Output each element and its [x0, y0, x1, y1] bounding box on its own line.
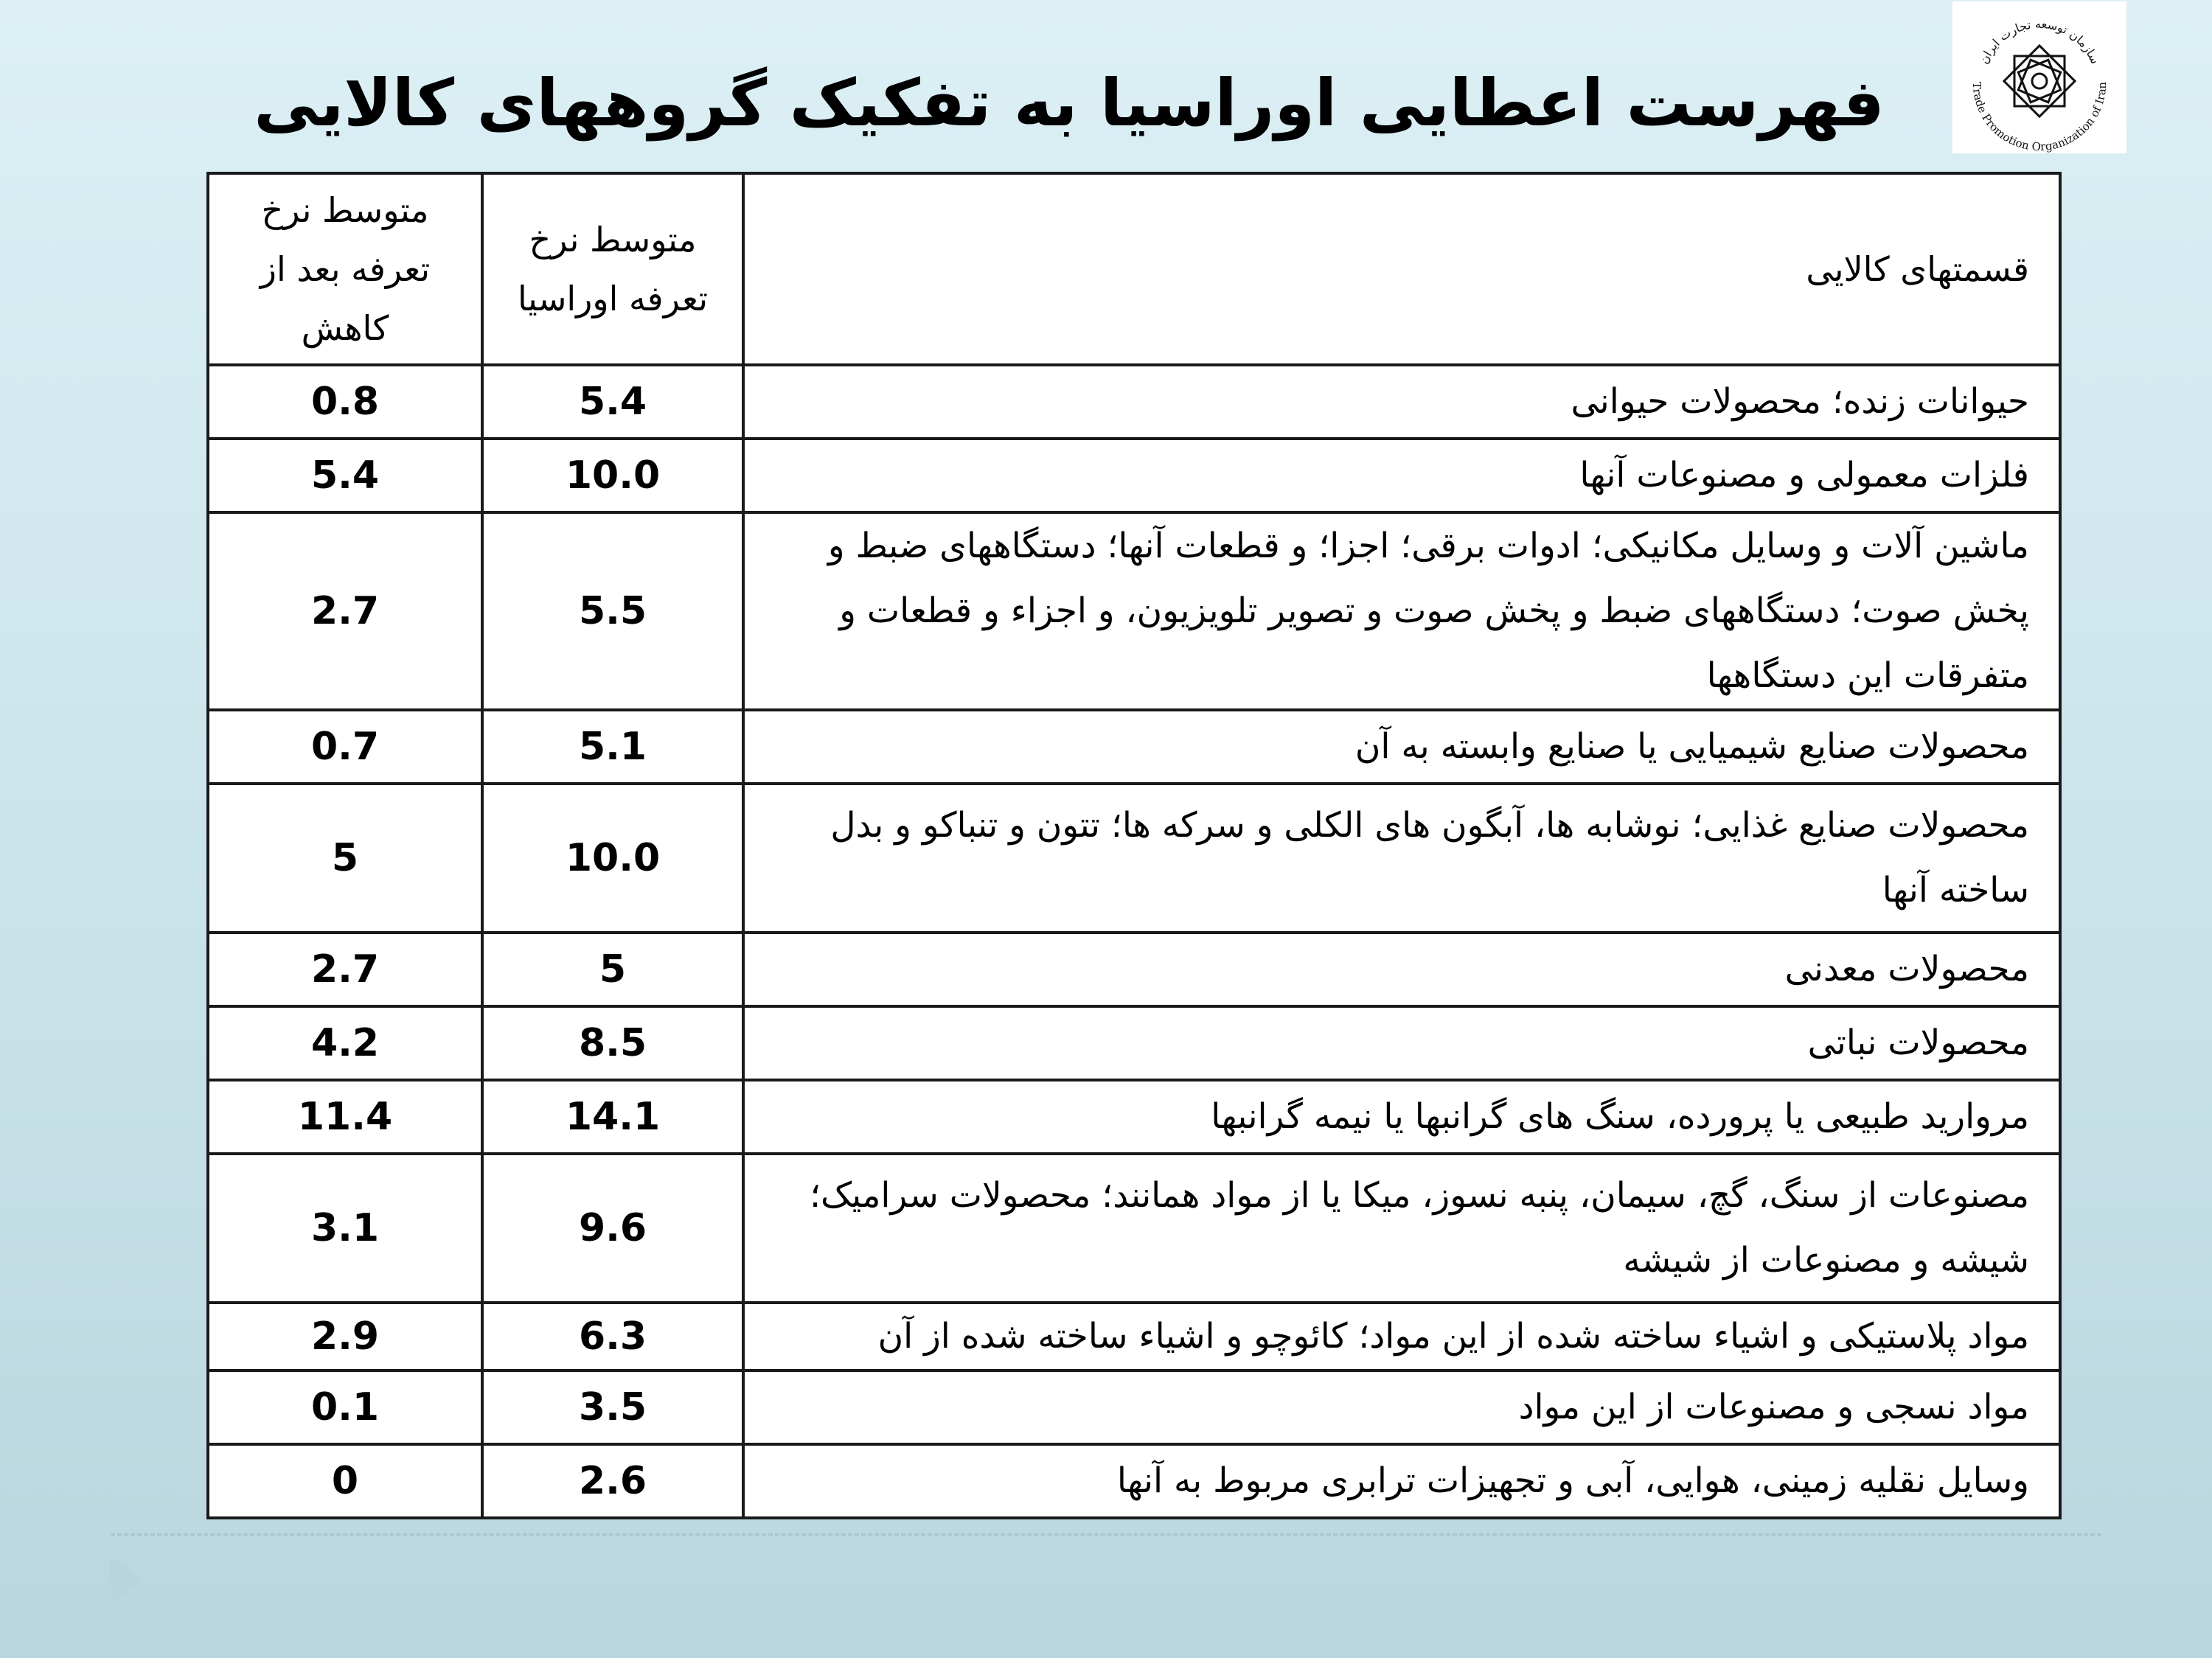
row-reduced-tariff: 5 [208, 784, 482, 933]
play-triangle-icon [111, 1557, 143, 1604]
row-description: محصولات نباتی [743, 1006, 2060, 1080]
row-avg-tariff: 2.6 [482, 1444, 743, 1518]
header-avg-tariff: متوسط نرخ تعرفه اوراسیا [482, 173, 743, 365]
row-avg-tariff: 9.6 [482, 1154, 743, 1303]
row-description: مروارید طبیعی یا پرورده، سنگ های گرانبها یا نیمه گرانبها [743, 1080, 2060, 1154]
table-row [208, 1006, 2060, 1080]
row-description: ماشین آلات و وسایل مکانیکی؛ ادوات برقی؛ اجزا؛ و قطعات آنها؛ دستگاههای ضبط و پخش صوت؛ دستگاههای ضبط و پخش صوت و تصویر تلویزیون، و اجزاء و قطعات و متفرقات این دستگاهها [743, 512, 2060, 710]
table-row [208, 365, 2060, 439]
row-avg-tariff: 14.1 [482, 1080, 743, 1154]
header-description: قسمتهای کالایی [743, 173, 2060, 365]
row-description: حیوانات زنده؛ محصولات حیوانی [743, 365, 2060, 439]
row-description: فلزات معمولی و مصنوعات آنها [743, 439, 2060, 512]
table-row [208, 1303, 2060, 1370]
row-reduced-tariff: 0 [208, 1444, 482, 1518]
row-avg-tariff: 3.5 [482, 1370, 743, 1444]
logo-text-fa: سازمان توسعه تجارت ایران [1976, 16, 2103, 66]
page-title: فهرست اعطایی اوراسیا به تفکیک گروههای کالایی [254, 65, 1885, 141]
table-row [208, 1370, 2060, 1444]
table-row [208, 512, 2060, 710]
row-reduced-tariff: 2.7 [208, 933, 482, 1006]
row-description: محصولات صنایع شیمیایی یا صنایع وابسته به آن [743, 710, 2060, 784]
row-reduced-tariff: 2.9 [208, 1303, 482, 1370]
table-row [208, 439, 2060, 512]
footer-divider [111, 1533, 2101, 1536]
row-reduced-tariff: 2.7 [208, 512, 482, 710]
header-reduced-tariff: متوسط نرخ تعرفه بعد از کاهش [208, 173, 482, 365]
table-row [208, 1444, 2060, 1518]
svg-text:سازمان توسعه تجارت ایران [1977, 17, 2103, 66]
row-reduced-tariff: 5.4 [208, 439, 482, 512]
row-avg-tariff: 5.4 [482, 365, 743, 439]
row-reduced-tariff: 0.8 [208, 365, 482, 439]
tpo-logo [1952, 1, 2126, 153]
table-row [208, 1080, 2060, 1154]
table-header-row [208, 173, 2060, 365]
table-row [208, 933, 2060, 1006]
table-row [208, 784, 2060, 933]
row-avg-tariff: 10.0 [482, 784, 743, 933]
row-reduced-tariff: 4.2 [208, 1006, 482, 1080]
row-avg-tariff: 5.1 [482, 710, 743, 784]
row-description: وسایل نقلیه زمینی، هوایی، آبی و تجهیزات ترابری مربوط به آنها [743, 1444, 2060, 1518]
row-reduced-tariff: 0.1 [208, 1370, 482, 1444]
row-reduced-tariff: 3.1 [208, 1154, 482, 1303]
table-row [208, 1154, 2060, 1303]
row-description: مصنوعات از سنگ، گچ، سیمان، پنبه نسوز، میکا یا از مواد همانند؛ محصولات سرامیک؛ شیشه و مصنوعات از شیشه [743, 1154, 2060, 1303]
row-avg-tariff: 10.0 [482, 439, 743, 512]
table-row [208, 710, 2060, 784]
row-avg-tariff: 8.5 [482, 1006, 743, 1080]
row-reduced-tariff: 11.4 [208, 1080, 482, 1154]
row-reduced-tariff: 0.7 [208, 710, 482, 784]
row-avg-tariff: 5.5 [482, 512, 743, 710]
row-description: مواد نسجی و مصنوعات از این مواد [743, 1370, 2060, 1444]
row-avg-tariff: 6.3 [482, 1303, 743, 1370]
logo-text-en: Trade Promotion Organization of Iran [1969, 81, 2110, 153]
row-avg-tariff: 5 [482, 933, 743, 1006]
row-description: محصولات صنایع غذایی؛ نوشابه ها، آبگون های الکلی و سرکه ها؛ تتون و تنباکو و بدل ساخته آنها [743, 784, 2060, 933]
row-description: محصولات معدنی [743, 933, 2060, 1006]
tpo-logo-icon [1952, 1, 2126, 153]
tariff-table [206, 172, 2062, 1519]
row-description: مواد پلاستیکی و اشیاء ساخته شده از این مواد؛ کائوچو و اشیاء ساخته شده از آن [743, 1303, 2060, 1370]
